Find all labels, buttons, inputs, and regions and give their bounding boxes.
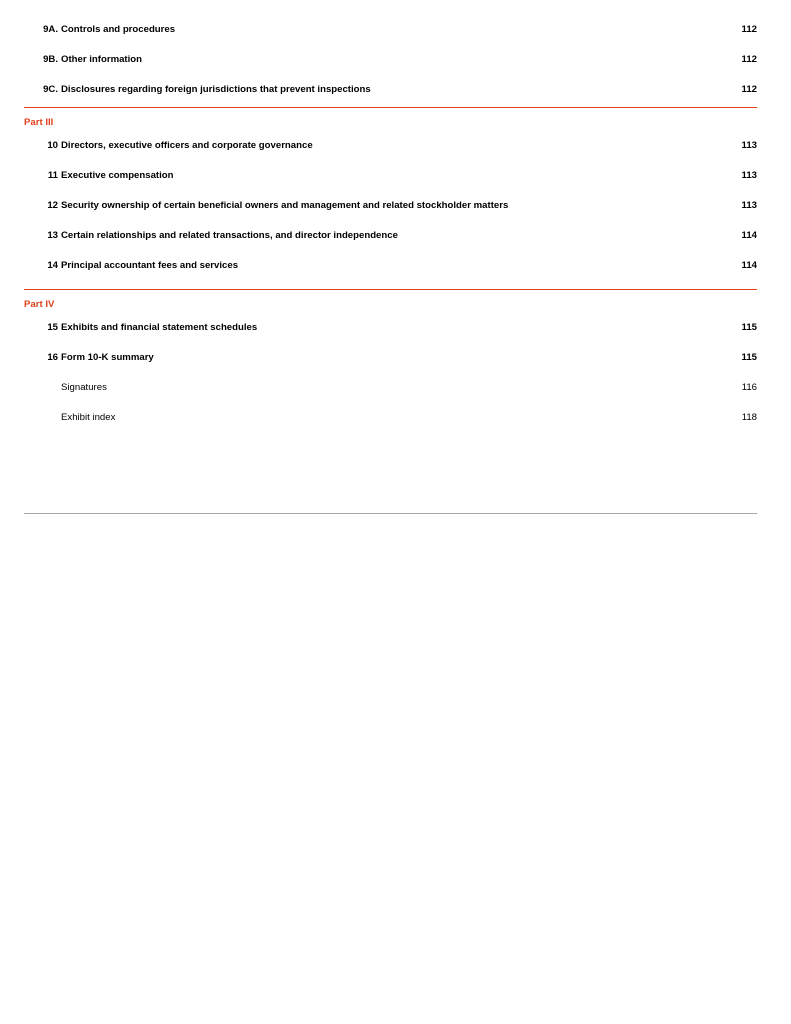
item-title[interactable]: Form 10-K summary	[61, 352, 154, 363]
item-title[interactable]: Exhibit index	[61, 412, 116, 423]
toc-row-12[interactable]	[24, 196, 757, 226]
item-number: 12	[47, 200, 58, 211]
item-title[interactable]: Exhibits and financial statement schedules	[61, 322, 258, 333]
item-page[interactable]: 116	[741, 382, 757, 393]
part-iii-heading: Part III	[24, 117, 54, 128]
item-page[interactable]: 118	[741, 412, 757, 423]
toc-row-14[interactable]	[24, 256, 757, 286]
item-title[interactable]: Security ownership of certain beneficial owners and management and related stockholder matters	[61, 200, 509, 211]
toc-row-9c[interactable]	[24, 60, 757, 95]
item-page[interactable]: 112	[741, 84, 757, 95]
item-title[interactable]: Signatures	[61, 382, 107, 393]
item-page[interactable]: 113	[741, 170, 757, 181]
toc-row-13[interactable]	[24, 226, 757, 256]
item-page[interactable]: 114	[741, 230, 757, 241]
item-number: 13	[47, 230, 58, 241]
item-title[interactable]: Principal accountant fees and services	[61, 260, 239, 271]
item-page[interactable]: 114	[741, 260, 757, 271]
item-page[interactable]: 115	[741, 352, 757, 363]
toc-row-exhibit-index[interactable]	[24, 408, 757, 438]
item-page[interactable]: 113	[741, 140, 757, 151]
item-number: 9C.	[43, 84, 58, 95]
toc-row-16[interactable]	[24, 348, 757, 378]
item-page[interactable]: 112	[741, 54, 757, 65]
toc-row-10[interactable]	[24, 136, 757, 166]
page-footer-divider	[24, 513, 757, 514]
toc-row-9a[interactable]	[24, 0, 757, 35]
item-number: 16	[47, 352, 58, 363]
toc-row-signatures[interactable]	[24, 378, 757, 408]
item-number: 9A.	[43, 24, 58, 35]
item-number: 14	[47, 260, 58, 271]
item-number: 9B.	[43, 54, 58, 65]
toc-row-11[interactable]	[24, 166, 757, 196]
item-number: 10	[47, 140, 58, 151]
item-title[interactable]: Controls and procedures	[61, 24, 176, 35]
item-number: 15	[47, 322, 58, 333]
toc-row-9b[interactable]	[24, 30, 757, 65]
item-title[interactable]: Directors, executive officers and corporate governance	[61, 140, 313, 151]
item-title[interactable]: Executive compensation	[61, 170, 174, 181]
toc-row-15[interactable]	[24, 318, 757, 348]
item-number: 11	[47, 170, 58, 181]
part-iv-heading: Part IV	[24, 299, 55, 310]
item-title[interactable]: Disclosures regarding foreign jurisdictions that prevent inspections	[61, 84, 371, 95]
item-page[interactable]: 115	[741, 322, 757, 333]
item-title[interactable]: Certain relationships and related transactions, and director independence	[61, 230, 398, 241]
item-page[interactable]: 112	[741, 24, 757, 35]
item-page[interactable]: 113	[741, 200, 757, 211]
table-of-contents	[24, 0, 757, 438]
item-title[interactable]: Other information	[61, 54, 143, 65]
